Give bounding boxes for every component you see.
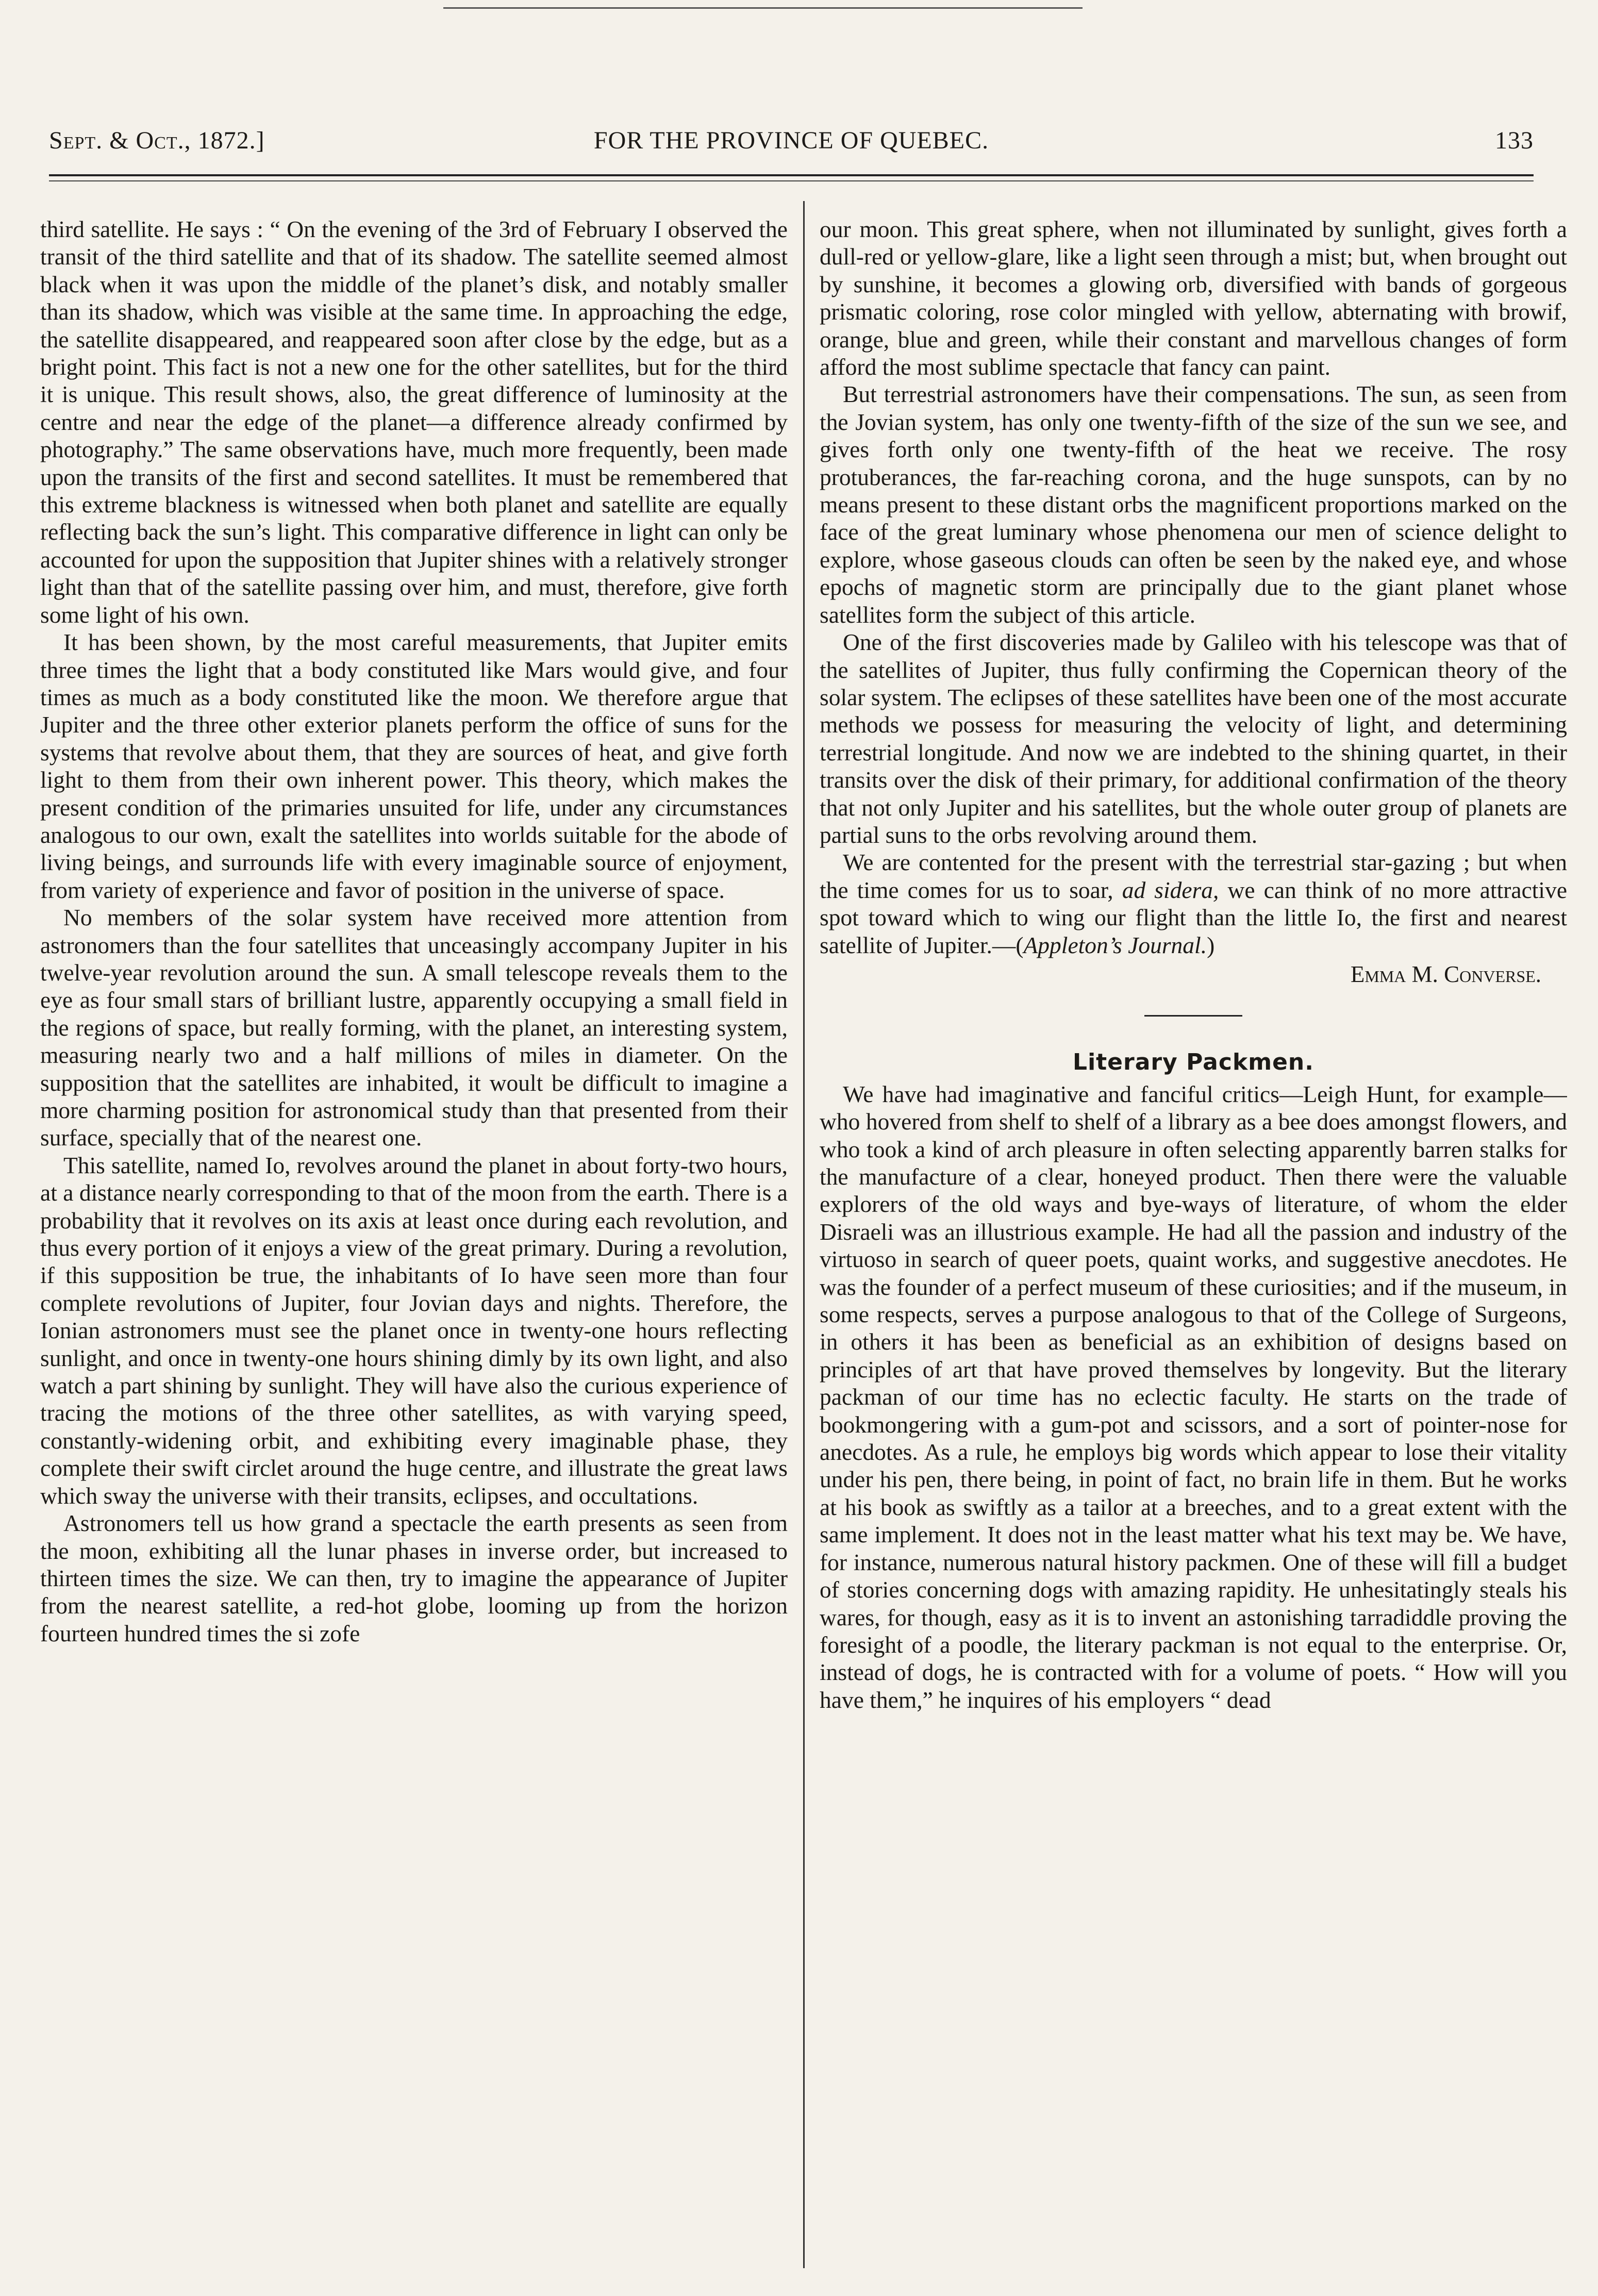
page-number: 133: [1495, 127, 1534, 154]
header-rule-thin: [49, 180, 1534, 181]
section-divider: [1144, 1015, 1242, 1017]
paragraph: This satellite, named Io, revolves around the planet in about forty-two hours, at a distance nearly corresponding to that of the moon from the earth. There is a probability that it revolves on its axis at least once during each revolution, and thus every portion of it enjoys a view of the great primary. During a revolution, if this supposition be true, the inhabitants of Io have seen more than four complete revolutions of Jupiter, four Jovian days and nights. Therefore, the Ionian astronomers must see the planet once in twenty-one hours reflecting sunlight, and once in twenty-one hours shining dimly by its own light, and also watch a part shining by sunlight. They will have also the curious experience of tracing the motions of the three other satellites, as with varying speed, constantly-widening orbit, and exhibiting every imaginable phase, they complete their swift circlet around the huge centre, and illustrate the great laws which sway the universe with their transits, eclipses, and occultations.: [40, 1152, 788, 1509]
paragraph: We have had imaginative and fanciful critics—Leigh Hunt, for example—who hovered from shelf to shelf of a library as a bee does amongst flowers, and who took a kind of arch pleasure in often selecting apparently barren stalks for the manufacture of a clear, honeyed product. Then there were the valuable explorers of the old ways and bye-ways of literature, of whom the elder Disraeli was an illustrious example. He had all the passion and industry of the virtuoso in search of queer poets, quaint works, and suggestive anecdotes. He was the founder of a perfect museum of these curiosities; and if the museum, in some respects, serves a purpose analogous to that of the College of Surgeons, in others it has been as beneficial as an exhibition of designs based on principles of art that have proved themselves by longevity. But the literary packman of our time has no eclectic faculty. He starts on the trade of bookmongering with a gum-pot and scissors, and a sort of pointer-nose for anecdotes. As a rule, he employs big words which appear to lose their vitality under his pen, there being, in point of fact, no brain life in them. But he works at his book as swiftly as a tailor at a breeches, and to a great extent with the same implement. It does not in the least matter what his text may be. We have, for instance, numerous natural history packmen. One of these will fill a budget of stories concerning dogs with amazing rapidity. He unhesitatingly steals his wares, for though, easy as it is to invent an astonishing tarradiddle proving the foresight of a poodle, the literary packman is not equal to the enterprise. Or, instead of dogs, he is contracted with for a volume of poets. “ How will you have them,” he inquires of his employers “ dead: [820, 1080, 1567, 1713]
column-divider: [803, 201, 805, 2268]
author-signature: Emma M. Converse.: [1350, 961, 1541, 987]
closing-italic-phrase: ad sidera,: [1122, 876, 1219, 903]
paragraph: One of the first discoveries made by Galileo with his telescope was that of the satellites of Jupiter, thus fully confirming the Copernican theory of the solar system. The eclipses of these satellites have been one of the most accurate methods we possess for measuring the velocity of light, and determining terrestrial longitude. And now we are indebted to the shining quartet, in their transits over the disk of their primary, for additional confirmation of the theory that not only Jupiter and his satellites, but the whole outer group of planets are partial suns to the orbs revolving around them.: [820, 629, 1567, 848]
header-date: Sept. & Oct., 1872.]: [49, 127, 265, 154]
left-column: [40, 215, 788, 2272]
closing-text-middle: we can think of no more attractive spot toward which to wing our flight than the little Io, the first and nearest satellite of Jupiter.—(: [820, 876, 1567, 958]
source-citation: Appleton’s Journal.: [1023, 931, 1207, 958]
right-column: [820, 215, 1567, 2272]
header-rule: [49, 174, 1534, 176]
closing-text-start: We are contented for the present with the terrestrial star-gazing ; but when the time comes for us to soar,: [820, 849, 1567, 903]
paragraph: third satellite. He says : “ On the evening of the 3rd of February I observed the transit of the third satellite and that of its shadow. The satellite seemed almost black when it was upon the middle of the planet’s disk, and notably smaller than its shadow, which was visible at the same time. In approaching the edge, the satellite disappeared, and reappeared soon after close by the edge, but as a bright point. This fact is not a new one for the other satellites, but for the third it is unique. This result shows, also, the great difference of luminosity at the centre and near the edge of the planet—a difference already confirmed by photography.” The same observations have, much more frequently, been made upon the transits of the first and second satellites. It must be remembered that this extreme blackness is witnessed when both planet and satellite are equally reflecting back the sun’s light. This comparative difference in light can only be accounted for upon the supposition that Jupiter shines with a relatively stronger light than that of the satellite passing over him, and must, therefore, give forth some light of his own.: [40, 216, 788, 628]
closing-text-end: ): [1207, 931, 1215, 958]
section-title: Literary Packmen.: [1073, 1049, 1314, 1076]
paragraph: No members of the solar system have received more attention from astronomers than the four satellites that unceasingly accompany Jupiter in his twelve-year revolution around the sun. A small telescope reveals them to the eye as four small stars of brilliant lustre, apparently occupying a small field in the regions of space, but really forming, with the planet, an interesting system, measuring nearly two and a half millions of miles in diameter. On the supposition that the satellites are inhabited, it woult be difficult to imagine a more charming position for astronomical study than that presented from their surface, specially that of the nearest one.: [40, 904, 788, 1151]
paragraph: But terrestrial astronomers have their compensations. The sun, as seen from the Jovian system, has only one twenty-fifth of the size of the sun we see, and gives forth only one twenty-fifth of the heat we receive. The rosy protuberances, the far-reaching corona, and the huge sunspots, can by no means present to these distant orbs the magnificent proportions marked on the face of the great luminary whose phenomena our men of science delight to explore, whose gaseous clouds can often be seen by the naked eye, and whose epochs of magnetic storm are principally due to the giant planet whose satellites form the subject of this article.: [820, 381, 1567, 628]
paragraph: our moon. This great sphere, when not illuminated by sunlight, gives forth a dull-red or yellow-glare, like a light seen through a mist; but, when brought out by sunshine, it becomes a glowing orb, diversified with bands of gorgeous prismatic coloring, rose color mingled with yellow, abternating with browif, orange, blue and green, while their constant and marvellous changes of form afford the most sublime spectacle that fancy can paint.: [820, 216, 1567, 380]
paragraph: It has been shown, by the most careful measurements, that Jupiter emits three times the light that a body constituted like Mars would give, and four times as much as a body constituted like the moon. We therefore argue that Jupiter and the three other exterior planets perform the office of suns for the systems that revolve about them, that they are sources of heat, and give forth light to them from their own inherent power. This theory, which makes the present condition of the primaries unsuited for life, under any circumstances analogous to our own, exalt the satellites into worlds suitable for the abode of living beings, and surrounds life with every imaginable source of enjoyment, from variety of experience and favor of position in the universe of space.: [40, 629, 788, 903]
top-rule: [443, 7, 1083, 9]
paragraph: Astronomers tell us how grand a spectacle the earth presents as seen from the moon, exhibiting all the lunar phases in inverse order, but increased to thirteen times the size. We can then, try to imagine the appearance of Jupiter from the nearest satellite, a red-hot globe, looming up from the horizon fourteen hundred times the si zofe: [40, 1510, 788, 1646]
closing-paragraph: [820, 848, 1567, 959]
running-header: [49, 126, 1534, 162]
header-title: FOR THE PROVINCE OF QUEBEC.: [593, 127, 989, 154]
